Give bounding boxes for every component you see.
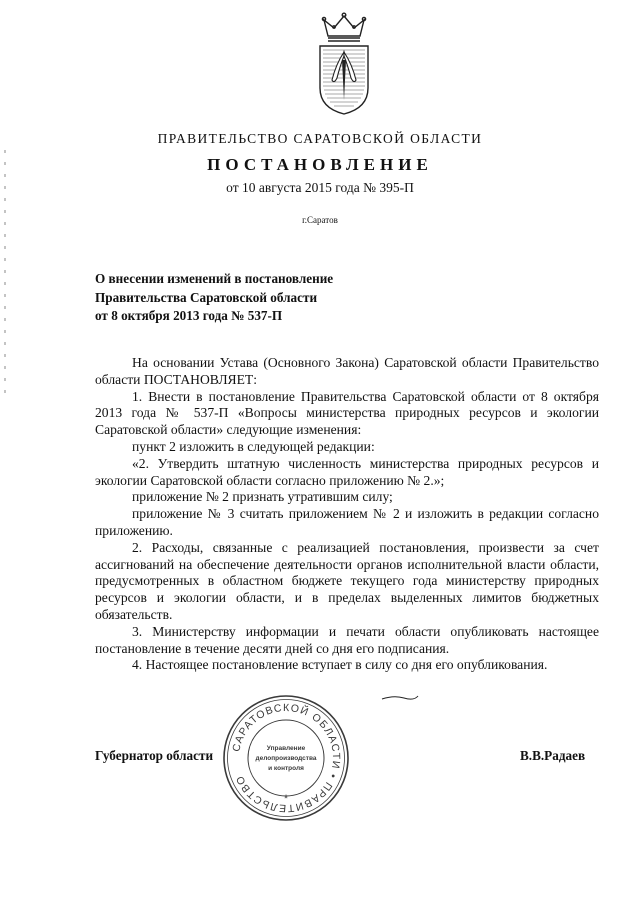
stamp-star: * bbox=[283, 793, 289, 805]
body-paragraph: пункт 2 изложить в следующей редакции: bbox=[132, 438, 375, 454]
body-paragraph: приложение № 2 признать утратившим силу; bbox=[132, 489, 393, 505]
signatory-position: Губернатор области bbox=[95, 748, 214, 763]
subject-line: Правительства Саратовской области bbox=[95, 289, 318, 305]
document-body bbox=[95, 355, 599, 674]
signatory-name: В.В.Радаев bbox=[520, 748, 586, 763]
stamp-ring-text: САРАТОВСКОЙ ОБЛАСТИ • ПРАВИТЕЛЬСТВО bbox=[230, 701, 343, 815]
official-seal-stamp bbox=[221, 693, 351, 823]
body-paragraph: 1. Внести в постановление Правительства Саратовской области от 8 октября 2013 года № 537-П «Вопросы министерства природных ресурсов и экологии Саратовской области» следующие изменения: bbox=[95, 388, 599, 438]
body-paragraph: приложение № 3 считать приложением № 2 и изложить в редакции согласно приложению. bbox=[95, 506, 599, 538]
document-city: г.Саратов bbox=[302, 215, 338, 225]
signature-mark bbox=[380, 692, 420, 702]
stamp-text-line: Управление bbox=[266, 745, 306, 752]
document-type-title: ПОСТАНОВЛЕНИЕ bbox=[207, 155, 433, 174]
document-subject bbox=[95, 270, 395, 326]
government-title: ПРАВИТЕЛЬСТВО САРАТОВСКОЙ ОБЛАСТИ bbox=[157, 131, 483, 146]
subject-line: от 8 октября 2013 года № 537-П bbox=[95, 308, 283, 323]
body-paragraph: 4. Настоящее постановление вступает в силу со дня его опубликования. bbox=[132, 657, 548, 673]
body-paragraph: На основании Устава (Основного Закона) Саратовской области Правительство области ПОСТАНОВЛЯЕТ: bbox=[95, 355, 599, 387]
stamp-text-line: и контроля bbox=[268, 765, 304, 772]
coat-of-arms-emblem bbox=[314, 8, 374, 118]
body-paragraph: 3. Министерству информации и печати области опубликовать настоящее постановление в течение десяти дней со дня его подписания. bbox=[95, 623, 599, 656]
subject-line: О внесении изменений в постановление bbox=[95, 271, 334, 286]
document-date-number: от 10 августа 2015 года № 395-П bbox=[226, 180, 414, 195]
body-paragraph: 2. Расходы, связанные с реализацией постановления, произвести за счет ассигнований на обеспечение деятельности органов исполнительной власти области, предусмотренных в областном бюджете текущего года министерству природных ресурсов и экологии области, и в пределах выделенных лимитов бюджетных обязательств. bbox=[95, 539, 599, 622]
body-paragraph: «2. Утвердить штатную численность министерства природных ресурсов и экологии Саратовской области согласно приложению № 2.»; bbox=[95, 455, 599, 488]
stamp-text-line: делопроизводства bbox=[255, 755, 317, 762]
scan-margin-artifact bbox=[4, 150, 6, 400]
